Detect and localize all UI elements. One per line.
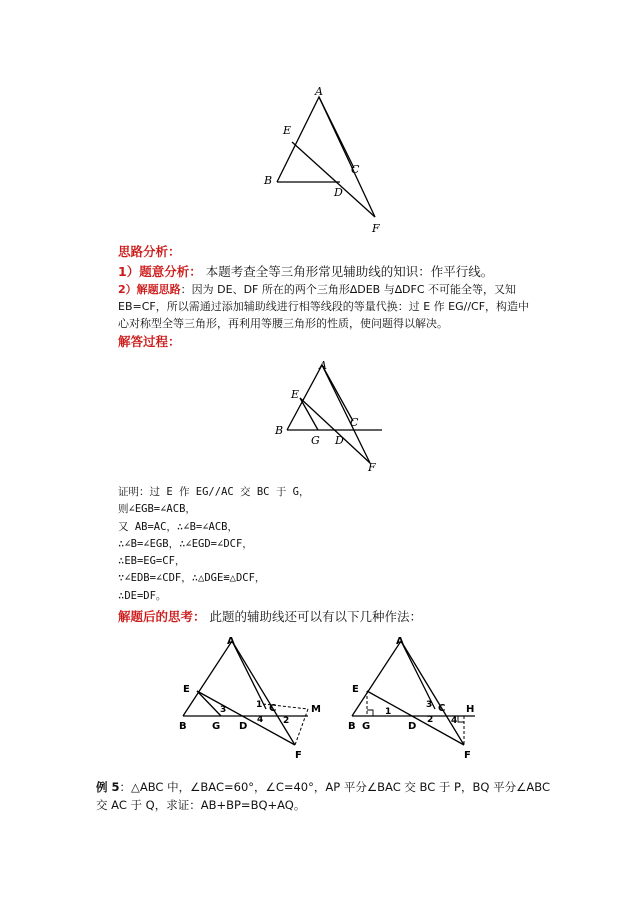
reflection-label: 解题后的思考：: [118, 609, 206, 624]
svg-text:F: F: [464, 750, 471, 761]
svg-text:1: 1: [385, 707, 392, 717]
svg-text:A: A: [227, 636, 235, 647]
svg-text:B: B: [275, 424, 284, 437]
reflection: [118, 609, 422, 625]
svg-text:A: A: [319, 359, 327, 372]
reflection-text: 此题的辅助线还可以有以下几种作法：: [209, 609, 423, 624]
svg-text:E: E: [352, 684, 359, 695]
svg-text:A: A: [396, 636, 404, 647]
svg-text:4: 4: [451, 716, 458, 726]
proof-line: 又 AB=AC，∴∠B=∠ACB，: [118, 520, 239, 533]
q2-text: ：因为 DE、DF 所在的两个三角形∆DEB 与∆DFC 不可能全等，又知 EB=CF，所以需通过添加辅助线进行相等线段的等量代换：过 E 作 EG//CF，构造中心对称型全等三角形，再利用等腰三角形的性质，使问题得以解决。: [118, 283, 530, 330]
svg-text:3: 3: [426, 700, 433, 710]
proof: [118, 484, 309, 605]
figure-3-triangle: [175, 632, 335, 767]
svg-text:F: F: [372, 222, 380, 235]
example-text: ：△ABC 中，∠BAC=60°，∠C=40°，AP 平分∠BAC 交 BC 于 P，BQ 平分∠ABC 交 AC 于 Q，求证：AB+BP=BQ+AQ。: [96, 780, 550, 812]
proof-line: 证明：过 E 作 EG//AC 交 BC 于 G，: [118, 486, 310, 498]
svg-text:B: B: [264, 174, 273, 187]
svg-text:G: G: [311, 434, 320, 447]
proof-line: ∴∠B=∠EGB，∴∠EGD=∠DCF，: [118, 537, 253, 550]
solution-heading: 解答过程：: [118, 334, 181, 349]
analysis-q2: [118, 281, 538, 332]
svg-text:C: C: [438, 703, 446, 714]
svg-text:G: G: [362, 721, 371, 732]
svg-text:G: G: [212, 721, 221, 732]
example-label: 例 5: [96, 780, 120, 794]
proof-line: ∵∠EDB=∠CDF，∴△DGE≌△DCF，: [118, 572, 266, 585]
svg-text:F: F: [368, 461, 376, 474]
svg-text:E: E: [291, 388, 300, 401]
svg-text:D: D: [239, 721, 248, 732]
svg-text:E: E: [183, 684, 190, 695]
proof-line: 则∠EGB=∠ACB，: [118, 503, 196, 516]
figure-1-triangle: [255, 85, 395, 235]
svg-text:2: 2: [427, 715, 434, 725]
svg-text:1: 1: [256, 700, 263, 710]
analysis-q1: [118, 264, 493, 280]
svg-text:E: E: [283, 124, 292, 137]
example-5: [96, 778, 556, 814]
svg-text:D: D: [335, 434, 344, 447]
svg-text:B: B: [348, 721, 356, 732]
svg-text:M: M: [311, 704, 321, 715]
proof-line: ∴EB=EG=CF，: [118, 555, 186, 568]
q2-label: 2）解题思路: [118, 283, 181, 296]
svg-text:A: A: [315, 85, 323, 98]
svg-text:D: D: [334, 186, 343, 199]
figure-2-triangle: [270, 358, 395, 473]
svg-text:4: 4: [257, 715, 264, 725]
svg-text:F: F: [295, 750, 302, 761]
svg-text:2: 2: [283, 716, 290, 726]
svg-text:C: C: [351, 163, 360, 176]
svg-text:3: 3: [220, 705, 227, 715]
analysis-heading: 思路分析：: [118, 244, 181, 259]
svg-text:D: D: [408, 721, 417, 732]
svg-text:C: C: [269, 703, 277, 714]
proof-line: ∴DE=DF。: [118, 589, 167, 602]
svg-text:H: H: [466, 704, 475, 715]
q1-label: 1）题意分析：: [118, 264, 202, 279]
svg-text:B: B: [179, 721, 187, 732]
q1-text: 本题考查全等三角形常见辅助线的知识：作平行线。: [205, 264, 494, 279]
figure-4-triangle: [340, 632, 500, 767]
svg-text:C: C: [350, 416, 359, 429]
